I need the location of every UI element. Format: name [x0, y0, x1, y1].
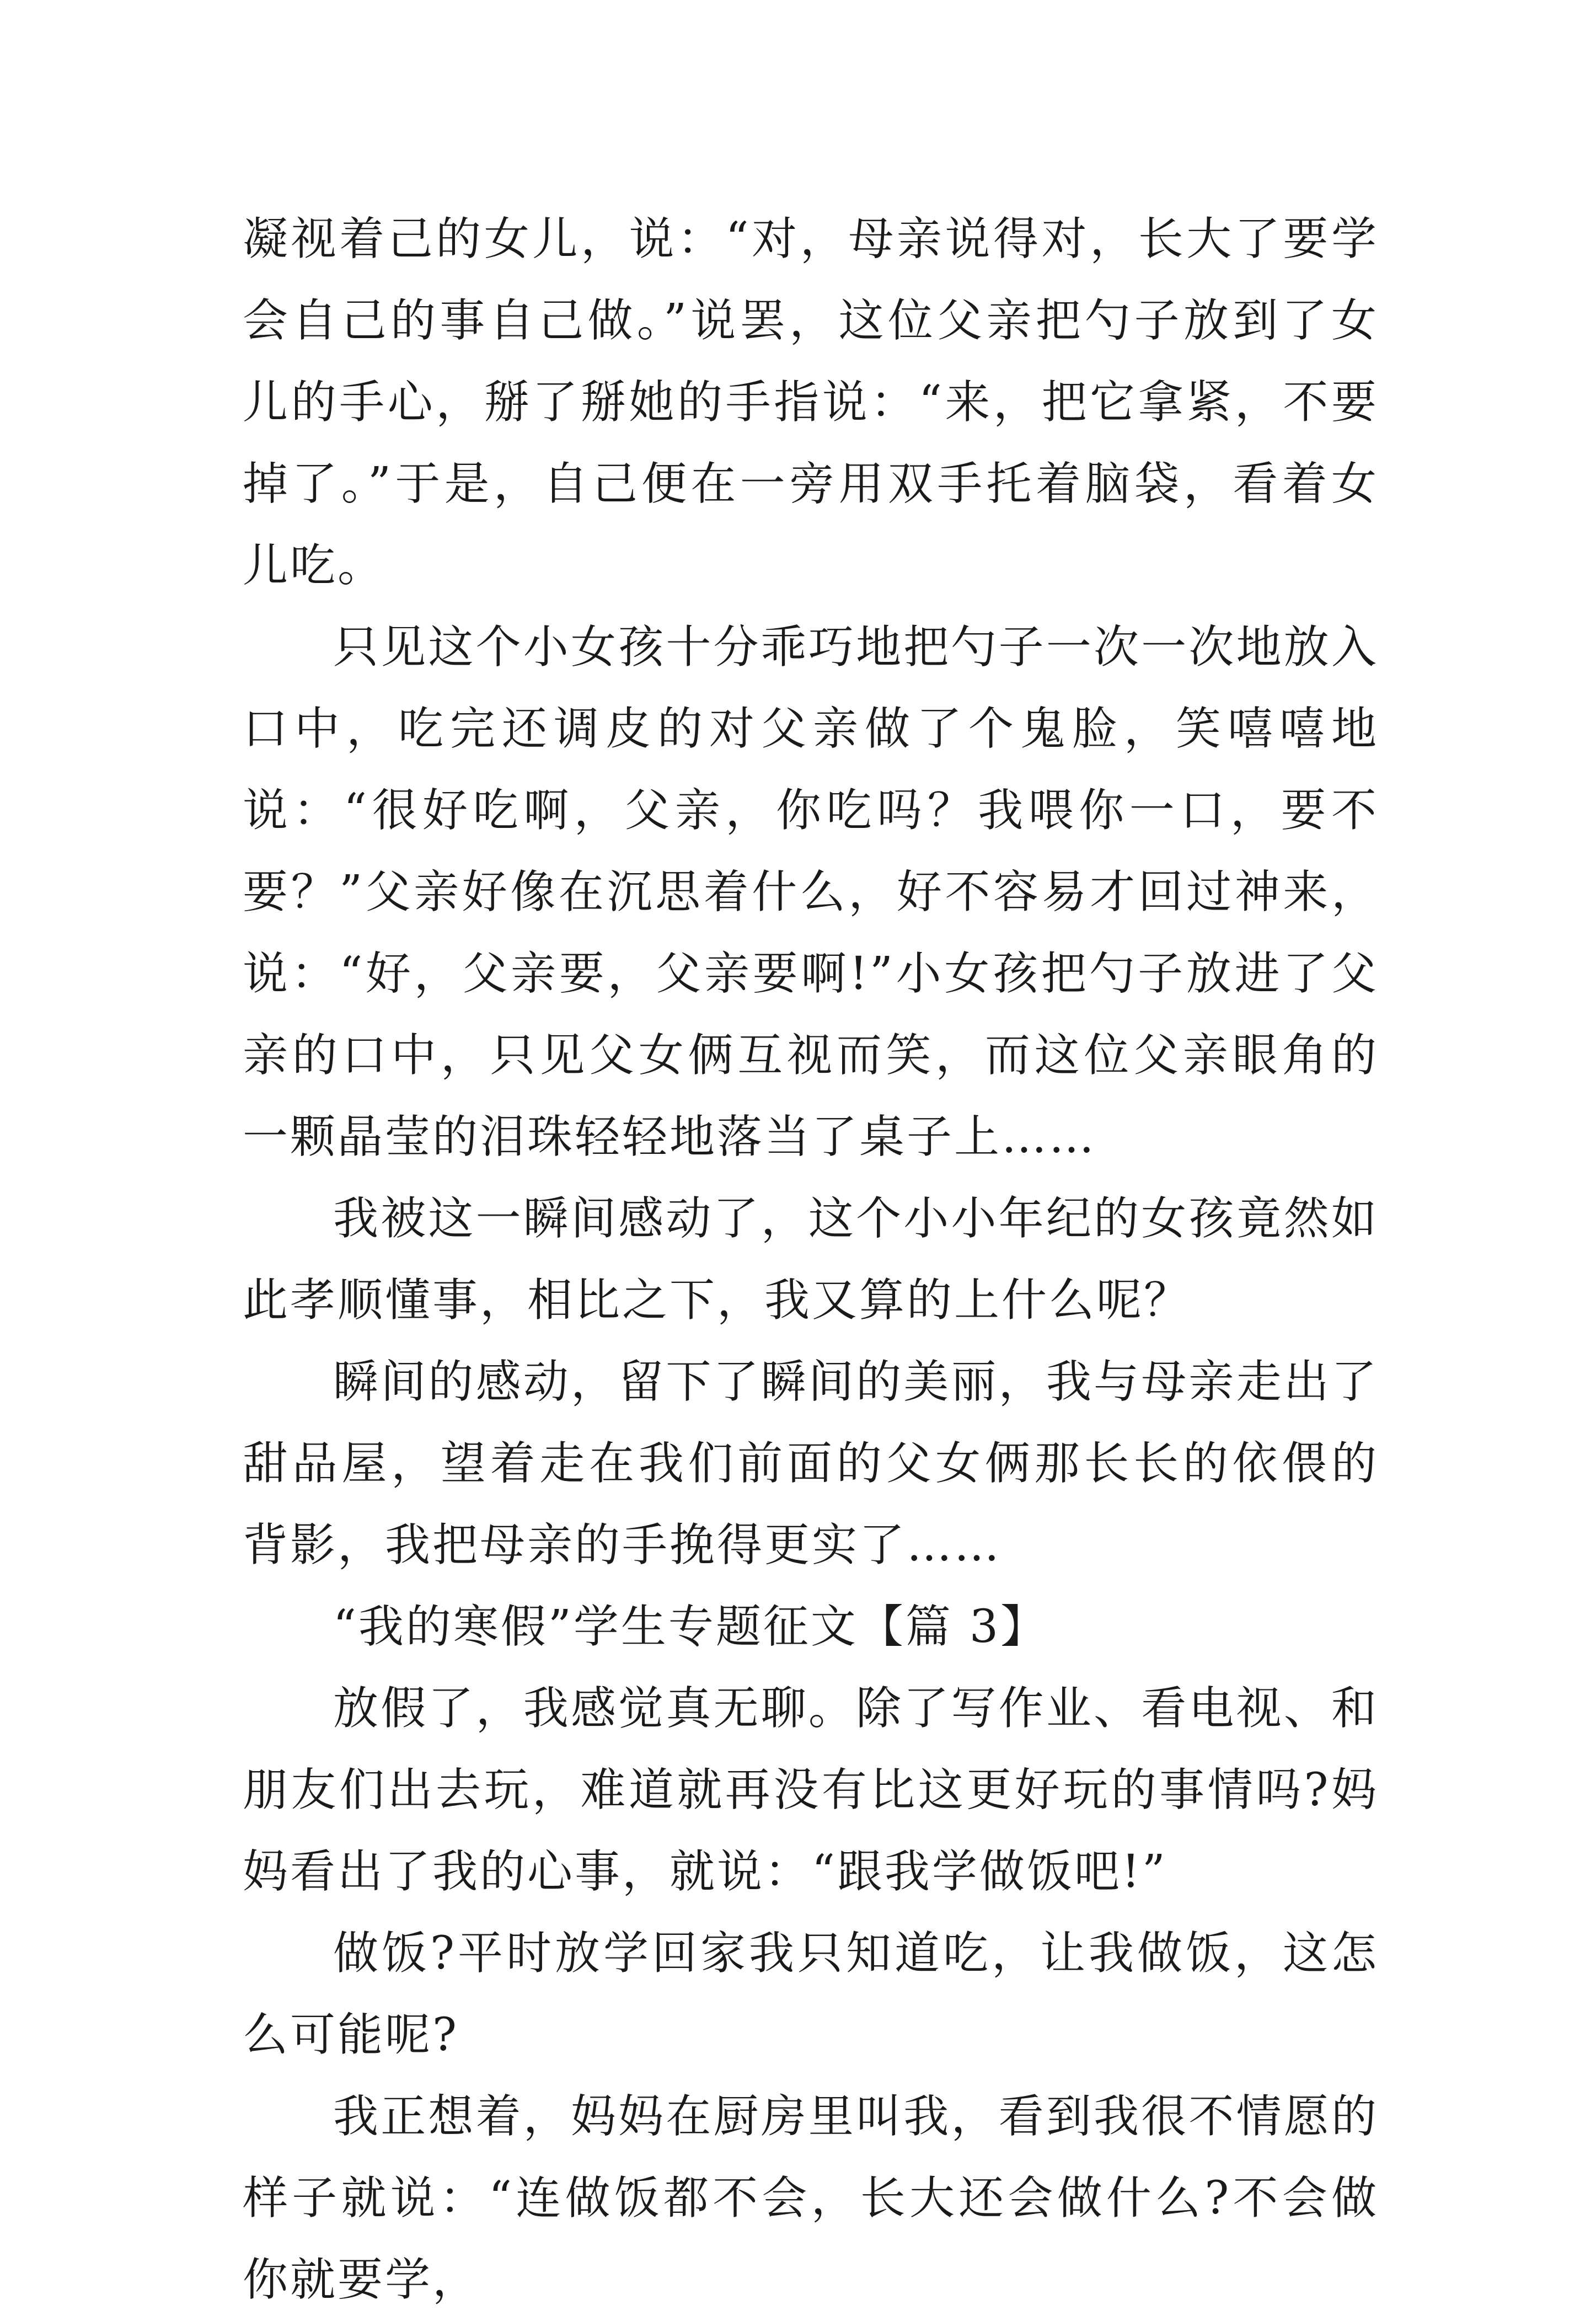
- paragraph-7: 我正想着，妈妈在厨房里叫我，看到我很不情愿的样子就说：“连做饭都不会，长大还会做什么?不会做你就要学，: [243, 2090, 1379, 2306]
- paragraph-6: 做饭?平时放学回家我只知道吃，让我做饭，这怎么可能呢?: [243, 1927, 1379, 2061]
- document-body: [243, 199, 1379, 2321]
- paragraph-5: 放假了，我感觉真无聊。除了写作业、看电视、和朋友们出去玩，难道就再没有比这更好玩的事情吗?妈妈看出了我的心事，就说：“跟我学做饭吧!”: [243, 1682, 1379, 1898]
- paragraph-3: 我被这一瞬间感动了，这个小小年纪的女孩竟然如此孝顺懂事，相比之下，我又算的上什么呢？: [243, 1192, 1379, 1327]
- paragraph-1: 凝视着己的女儿，说：“对，母亲说得对，长大了要学会自己的事自己做。”说罢，这位父亲把勺子放到了女儿的手心，掰了掰她的手指说：“来，把它拿紧，不要掉了。”于是，自己便在一旁用双手托着脑袋，看着女儿吃。: [243, 213, 1379, 592]
- paragraph-4: 瞬间的感动，留下了瞬间的美丽，我与母亲走出了甜品屋，望着走在我们前面的父女俩那长长的依偎的背影，我把母亲的手挽得更实了……: [243, 1356, 1379, 1571]
- section-title: “我的寒假”学生专题征文【篇 3】: [333, 1601, 1048, 1653]
- paragraph-2: 只见这个小女孩十分乖巧地把勺子一次一次地放入口中，吃完还调皮的对父亲做了个鬼脸，笑嘻嘻地说：“很好吃啊，父亲，你吃吗？我喂你一口，要不要？”父亲好像在沉思着什么，好不容易才回过神来，说：“好，父亲要，父亲要啊!”小女孩把勺子放进了父亲的口中，只见父女俩互视而笑，而这位父亲眼角的一颗晶莹的泪珠轻轻地落当了桌子上……: [243, 621, 1379, 1163]
